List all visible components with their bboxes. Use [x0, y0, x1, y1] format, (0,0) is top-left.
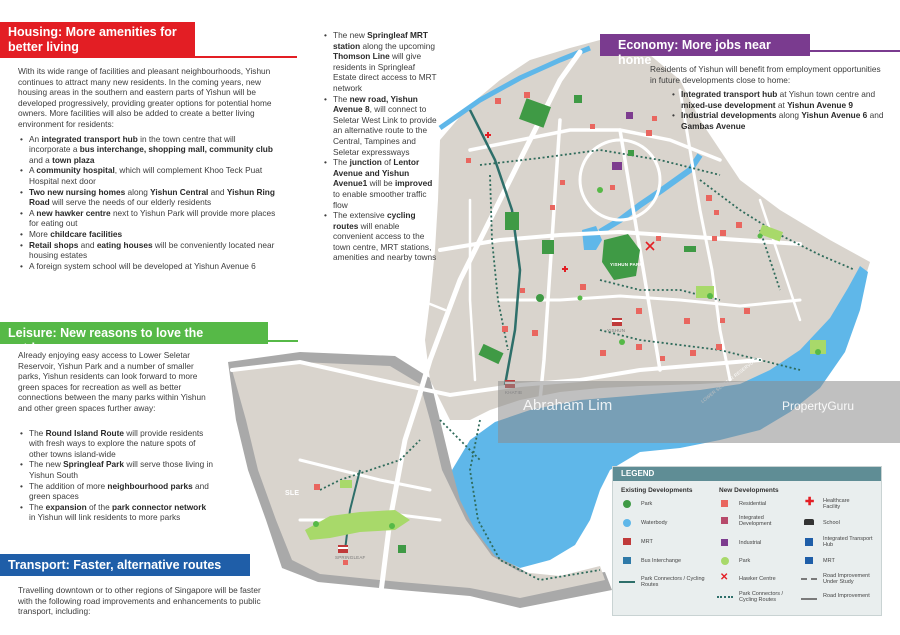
- integrated-development-icon: [721, 517, 728, 524]
- bus-interchange-icon: [623, 557, 631, 564]
- legend-new-residential: Residential: [739, 501, 767, 507]
- transport-item: • The extensive cycling routes will enable convenient access to the town centre, MRT stations, amenities and nearby towns: [322, 210, 437, 263]
- transport-hub-icon: [805, 538, 813, 546]
- legend-road-improvement: Road Improvement: [823, 593, 870, 599]
- leisure-item: • The Round Island Route will provide residents with fresh ways to explore the nature spots of other towns island-wide: [18, 428, 213, 460]
- waterbody-icon: [623, 519, 631, 527]
- legend-existing-waterbody: Waterbody: [641, 520, 668, 526]
- housing-body: [18, 66, 276, 271]
- school-icon: [804, 519, 814, 525]
- housing-item: • Two new nursing homes along Yishun Central and Yishun Ring Road will serve the needs of our elderly residents: [18, 187, 276, 208]
- road-under-study-icon: [801, 578, 817, 580]
- housing-rule: [195, 56, 297, 58]
- leisure-item: • The expansion of the park connector network in Yishun will link residents to more parks: [18, 502, 213, 523]
- transport-item: • The new Springleaf MRT station along the upcoming Thomson Line will give residents in Springleaf Estate direct access to MRT network: [322, 30, 437, 94]
- housing-item: • Retail shops and eating houses will be conveniently located near housing estates: [18, 240, 276, 261]
- legend-new-mrt: MRT: [823, 558, 835, 564]
- economy-list: [640, 89, 885, 131]
- legend-existing-mrt: MRT: [641, 539, 653, 545]
- economy-item: • Industrial developments along Yishun Avenue 6 and Gambas Avenue: [670, 110, 885, 131]
- leisure-list: [18, 428, 213, 523]
- housing-item: • A foreign system school will be developed at Yishun Avenue 6: [18, 261, 276, 272]
- industrial-icon: [721, 539, 728, 546]
- transport-item: • The junction of Lentor Avenue and Yishun Avenue1 will be improved to enable smoother traffic flow: [322, 157, 437, 210]
- hawker-centre-icon: ✕: [720, 572, 729, 583]
- legend-new-healthcare: Healthcare Facility: [823, 498, 850, 510]
- legend: [612, 466, 882, 616]
- new-park-icon: [721, 557, 729, 565]
- transport-item: • The new road, Yishun Avenue 8, will connect to Seletar West Link to provide an alternative route to the Central, Tampines and Seletar expressways: [322, 94, 437, 158]
- leisure-body: [18, 350, 213, 523]
- park-connector-line-icon: [619, 581, 635, 583]
- legend-existing-park: Park: [641, 501, 653, 507]
- housing-intro: With its wide range of facilities and pleasant neighbourhoods, Yishun continues to attract many new residents. In the coming years, new housing areas in the southern and eastern parts of Yishun will be developed progressively, providing greater options for potential home owners. More facilities will also be added to create a better living environment for residents:: [18, 66, 272, 129]
- economy-intro: Residents of Yishun will benefit from employment opportunities in future developments close to home:: [650, 64, 881, 85]
- new-mrt-icon: [805, 557, 813, 564]
- watermark-name: Abraham Lim: [523, 397, 613, 414]
- housing-list: [18, 134, 276, 272]
- road-improvement-icon: [801, 598, 817, 600]
- housing-title-line1: Housing: More amenities for: [8, 25, 177, 39]
- housing-title-line2: better living: [8, 40, 79, 54]
- watermark-logo: PropertyGuru: [782, 399, 855, 413]
- leisure-intro: Already enjoying easy access to Lower Seletar Reservoir, Yishun Park and a number of smaller parks, Yishun residents can look forward to more green spaces for recreation as well as better connections between the many parks within Yishun and other green spaces further away:: [18, 350, 206, 413]
- label-yishun: YISHUN: [607, 328, 626, 333]
- leisure-item: • The new Springleaf Park will serve those living in Yishun South: [18, 459, 213, 480]
- label-springleaf: SPRINGLEAF: [335, 555, 366, 560]
- economy-header: Economy: More jobs near home: [600, 34, 810, 56]
- residential-icon: [721, 500, 728, 507]
- transport-intro: Travelling downtown or to other regions of Singapore will be faster with the following road improvements and enhancements to public transport, including:: [18, 585, 261, 617]
- leisure-header: Leisure: New reasons to love the outdoors: [0, 322, 268, 344]
- label-sle: SLE: [285, 490, 300, 497]
- leisure-item: • The addition of more neighbourhood parks and green spaces: [18, 481, 213, 502]
- park-icon: [623, 500, 631, 508]
- housing-item: • An integrated transport hub in the town centre that will incorporate a bus interchange, shopping mall, community club and a town plaza: [18, 134, 276, 166]
- transport-list: [322, 30, 437, 263]
- legend-new-transport-hub: Integrated Transport Hub: [823, 536, 873, 548]
- legend-new-industrial: Industrial: [739, 540, 762, 546]
- economy-body: [640, 64, 885, 132]
- legend-new-park: Park: [739, 558, 751, 564]
- leisure-rule: [268, 340, 298, 342]
- legend-new-integrated: Integrated Development: [739, 515, 772, 527]
- housing-item: • More childcare facilities: [18, 229, 276, 240]
- legend-existing-bus: Bus Interchange: [641, 558, 682, 564]
- economy-item: • Integrated transport hub at Yishun town centre and mixed-use development at Yishun Avenue 9: [670, 89, 885, 110]
- housing-item: • A new hawker centre next to Yishun Park will provide more places for eating out: [18, 208, 276, 229]
- legend-new-school: School: [823, 520, 840, 526]
- transport-header: Transport: Faster, alternative routes: [0, 554, 250, 576]
- legend-title: LEGEND: [613, 467, 881, 481]
- legend-new-connectors: Park Connectors / Cycling Routes: [739, 591, 784, 603]
- mrt-icon: [623, 538, 631, 545]
- label-yishun-park: YISHUN PARK: [610, 262, 643, 267]
- legend-new-title: New Developments: [719, 487, 779, 494]
- legend-existing-connectors: Park Connectors / Cycling Routes: [641, 576, 705, 588]
- transport-body: [322, 30, 437, 263]
- new-connector-line-icon: [717, 596, 733, 598]
- legend-existing-title: Existing Developments: [621, 487, 693, 494]
- housing-item: • A community hospital, which will complement Khoo Teck Puat Hospital next door: [18, 165, 276, 186]
- legend-road-under-study: Road Improvement Under Study: [823, 573, 870, 585]
- healthcare-icon: ✚: [805, 496, 815, 508]
- legend-new-hawker: Hawker Centre: [739, 576, 776, 582]
- housing-header: [0, 22, 195, 58]
